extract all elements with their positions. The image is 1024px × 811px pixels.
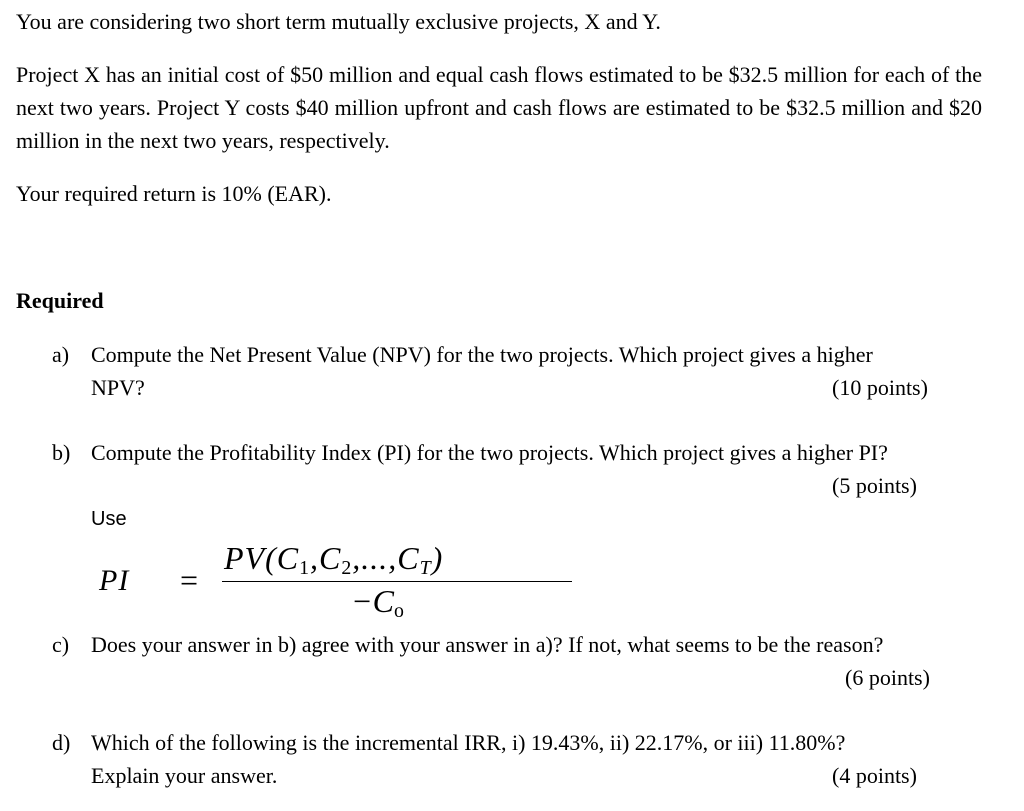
question-text-continued: NPV? <box>91 375 145 400</box>
numerator-sub-2: 2 <box>341 556 353 579</box>
question-points: (10 points) <box>832 375 928 400</box>
numerator-suffix: ) <box>431 540 444 576</box>
formula-denominator <box>351 583 404 623</box>
denominator-sub-0: o <box>393 599 404 622</box>
numerator-sep-1: ,C <box>310 540 342 576</box>
formula-lhs: PI <box>99 564 130 597</box>
required-heading: Required <box>16 288 104 313</box>
denominator-text: −C <box>351 583 394 619</box>
question-points: (5 points) <box>832 473 917 498</box>
question-text-continued: Explain your answer. <box>91 763 278 788</box>
numerator-prefix: PV(C <box>224 540 300 576</box>
question-marker: c) <box>52 632 70 657</box>
project-description: Project X has an initial cost of $50 million and equal cash flows estimated to be $32.5 million for each of the next two years. Project Y costs $40 million upfront and cash flows are estimated to be $32.5 million and $20 million in the next two years, respectively. <box>16 62 982 153</box>
intro-text: You are considering two short term mutually exclusive projects, X and Y. <box>16 9 661 34</box>
question-marker: b) <box>52 440 71 465</box>
question-marker: a) <box>52 342 70 367</box>
question-text: Compute the Profitability Index (PI) for the two projects. Which project gives a higher PI? <box>91 440 888 465</box>
formula-equals: = <box>180 562 199 598</box>
fraction-bar <box>222 581 572 582</box>
numerator-sep-2: ,...,C <box>352 540 420 576</box>
question-text: Does your answer in b) agree with your answer in a)? If not, what seems to be the reason? <box>91 632 884 657</box>
question-text: Which of the following is the incremental IRR, i) 19.43%, ii) 22.17%, or iii) 11.80%? <box>91 730 846 755</box>
numerator-sub-1: 1 <box>299 556 311 579</box>
formula-numerator <box>224 540 443 580</box>
question-marker: d) <box>52 730 71 755</box>
question-points: (6 points) <box>845 665 930 690</box>
required-return: Your required return is 10% (EAR). <box>16 181 332 206</box>
pi-formula <box>96 540 586 620</box>
use-label: Use <box>91 508 127 530</box>
question-points: (4 points) <box>832 763 917 788</box>
question-text: Compute the Net Present Value (NPV) for the two projects. Which project gives a higher <box>91 342 873 367</box>
numerator-sub-t: T <box>419 556 432 579</box>
